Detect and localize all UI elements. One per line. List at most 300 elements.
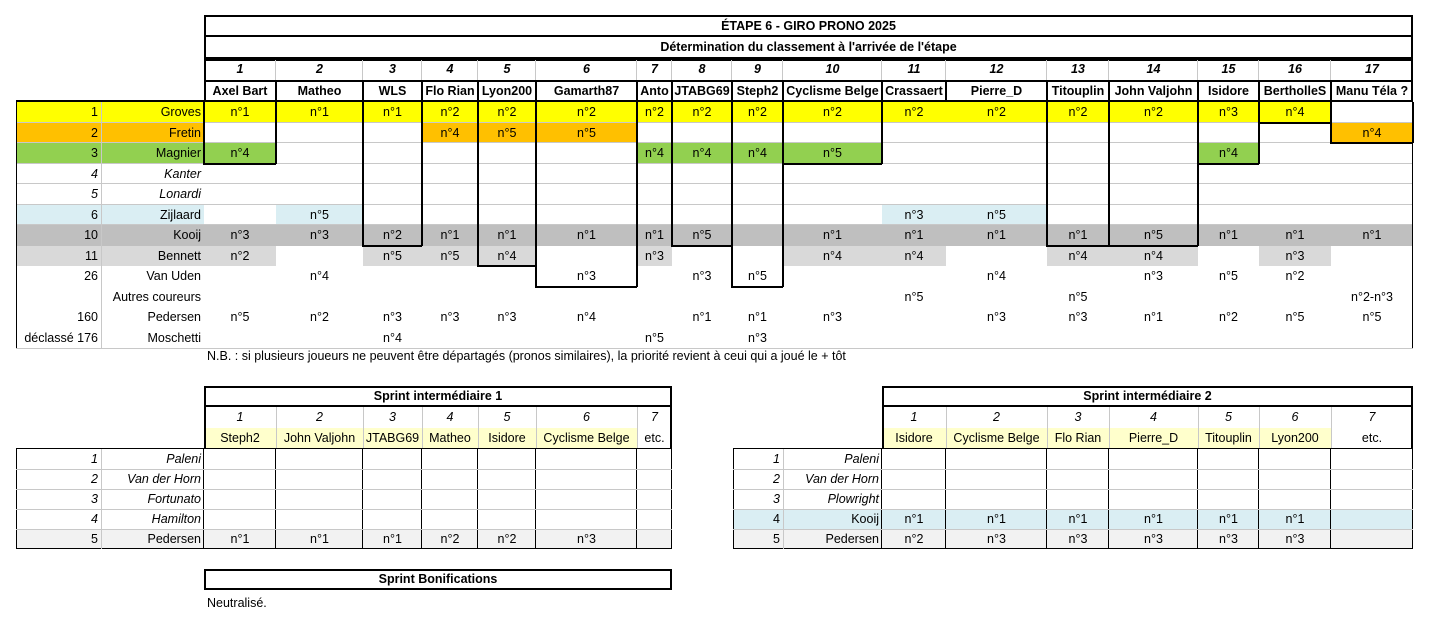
rider-rank: 3 bbox=[91, 146, 98, 161]
prono-cell: n°2 bbox=[230, 248, 250, 263]
grid-line bbox=[363, 407, 364, 448]
border-line bbox=[1197, 80, 1199, 102]
grid-line bbox=[101, 449, 102, 549]
border-line bbox=[731, 102, 733, 287]
border-line bbox=[945, 449, 946, 549]
player-name: John Valjohn bbox=[1114, 83, 1193, 98]
prono-cell: n°3 bbox=[1068, 310, 1088, 325]
grid-line bbox=[946, 407, 947, 448]
border-line bbox=[204, 80, 1413, 82]
grid-line bbox=[1198, 407, 1199, 448]
player-name: Anto bbox=[640, 83, 669, 98]
prono-cell: n°1 bbox=[1219, 228, 1238, 243]
prono-cell: n°4 bbox=[1362, 125, 1382, 140]
sprint-cell: n°2 bbox=[497, 531, 517, 546]
prono-cell: n°2 bbox=[987, 105, 1006, 120]
prono-cell: n°5 bbox=[230, 310, 250, 325]
sprint-cell: n°1 bbox=[230, 531, 250, 546]
border-line bbox=[782, 80, 784, 102]
grid-line bbox=[1330, 60, 1331, 80]
prono-cell: n°5 bbox=[1285, 310, 1305, 325]
rider-rank bbox=[16, 287, 101, 307]
sprint-rider-name: Paleni bbox=[844, 451, 879, 466]
prono-cell: n°5 bbox=[823, 146, 842, 161]
grid-line bbox=[275, 60, 276, 80]
border-line bbox=[362, 80, 364, 102]
border-line bbox=[782, 102, 784, 164]
sprint-rider-name: Fortunato bbox=[147, 491, 201, 506]
rider-rank: 160 bbox=[77, 310, 98, 325]
prono-cell: n°3 bbox=[645, 248, 664, 263]
sprint-cell: n°3 bbox=[577, 531, 596, 546]
sprint-player-number: 7 bbox=[651, 410, 658, 425]
grid-line bbox=[362, 60, 363, 80]
prono-cell: n°3 bbox=[577, 269, 596, 284]
rider-rank: 2 bbox=[91, 125, 98, 140]
border-line bbox=[945, 80, 947, 102]
border-line bbox=[1108, 449, 1109, 549]
border-line bbox=[1046, 80, 1048, 102]
grid-line bbox=[1197, 60, 1198, 80]
grid-line bbox=[1331, 407, 1332, 448]
border-line bbox=[782, 163, 882, 165]
prono-cell: n°4 bbox=[1219, 146, 1238, 161]
rider-name: Bennett bbox=[157, 248, 201, 263]
border-line bbox=[1330, 102, 1332, 143]
sprint-rider-name: Kooij bbox=[851, 511, 879, 526]
border-line bbox=[535, 102, 537, 287]
grid-line bbox=[1109, 407, 1110, 448]
sprint-rider-name: Plowright bbox=[827, 491, 879, 506]
border-line bbox=[881, 449, 882, 549]
grid-line bbox=[671, 60, 672, 80]
sprint-cell: n°2 bbox=[904, 531, 924, 546]
prono-cell: n°1 bbox=[497, 228, 517, 243]
sprint-cell: n°1 bbox=[1219, 511, 1238, 526]
border-line bbox=[1258, 122, 1331, 124]
prono-cell: n°5 bbox=[692, 228, 712, 243]
sprint-cell: n°1 bbox=[1144, 511, 1163, 526]
prono-cell: n°1 bbox=[577, 228, 596, 243]
border-line bbox=[882, 406, 1413, 407]
player-name: WLS bbox=[378, 83, 407, 98]
player-name: Crassaert bbox=[885, 83, 943, 98]
grid-line bbox=[16, 469, 672, 470]
prono-cell: n°4 bbox=[748, 146, 767, 161]
rider-rank: 26 bbox=[84, 269, 98, 284]
sprint-player-name: JTABG69 bbox=[365, 430, 420, 445]
prono-cell: n°4 bbox=[1068, 248, 1088, 263]
prono-cell: n°4 bbox=[440, 125, 460, 140]
prono-cell: n°5 bbox=[497, 125, 517, 140]
sprint-rider-name: Pedersen bbox=[147, 531, 201, 546]
sprint-player-name: Titouplin bbox=[1205, 430, 1252, 445]
border-line bbox=[16, 448, 17, 549]
grid-line bbox=[945, 60, 946, 80]
sprint-rank: 5 bbox=[773, 531, 780, 546]
grid-line bbox=[1259, 407, 1260, 448]
rider-rank: déclassé 176 bbox=[24, 330, 98, 345]
sprint-rank: 1 bbox=[91, 451, 98, 466]
sprint-player-number: 3 bbox=[389, 410, 396, 425]
border-line bbox=[671, 245, 732, 247]
border-line bbox=[1258, 102, 1260, 123]
border-line bbox=[731, 80, 733, 102]
prono-cell: n°4 bbox=[230, 146, 250, 161]
rider-rank: 5 bbox=[91, 187, 98, 202]
player-name: Axel Bart bbox=[212, 83, 268, 98]
player-name: Gamarth87 bbox=[553, 83, 620, 98]
prono-cell: n°4 bbox=[1285, 105, 1305, 120]
rider-name: Pedersen bbox=[147, 310, 201, 325]
prono-cell: n°1 bbox=[987, 228, 1006, 243]
border-line bbox=[16, 448, 672, 449]
prono-cell: n°1 bbox=[383, 105, 402, 120]
sprint-rider-name: Van der Horn bbox=[127, 471, 201, 486]
border-line bbox=[204, 386, 206, 448]
border-line bbox=[203, 102, 205, 164]
border-line bbox=[733, 548, 1413, 549]
rider-rank: 1 bbox=[91, 105, 98, 120]
sprint-player-number: 4 bbox=[446, 410, 454, 425]
sprint-cell: n°3 bbox=[1285, 531, 1305, 546]
prono-cell: n°5 bbox=[904, 289, 924, 304]
border-line bbox=[636, 80, 638, 102]
border-line bbox=[275, 80, 277, 102]
border-line bbox=[1330, 449, 1331, 549]
grid-line bbox=[478, 407, 479, 448]
sprint-title: Sprint intermédiaire 1 bbox=[204, 386, 672, 407]
prono-cell: n°3 bbox=[748, 330, 767, 345]
grid-line bbox=[422, 407, 423, 448]
border-line bbox=[1411, 59, 1413, 102]
grid-line bbox=[1047, 407, 1048, 448]
rider-name: Groves bbox=[160, 105, 201, 120]
prono-cell: n°1 bbox=[1285, 228, 1305, 243]
prono-cell: n°5 bbox=[1144, 228, 1163, 243]
sprint-rank: 3 bbox=[91, 491, 98, 506]
rider-name: Moschetti bbox=[147, 330, 201, 345]
prono-cell: n°2 bbox=[748, 105, 767, 120]
grid-line bbox=[421, 60, 422, 80]
prono-cell: n°4 bbox=[823, 248, 842, 263]
sprint-player-name: etc. bbox=[644, 430, 665, 445]
sprint-cell: n°3 bbox=[1144, 531, 1163, 546]
grid-line bbox=[535, 60, 536, 80]
prono-cell: n°2 bbox=[1144, 105, 1163, 120]
grid-line bbox=[733, 509, 1413, 510]
player-number: 4 bbox=[446, 62, 454, 77]
grid-line bbox=[881, 60, 882, 80]
sprint-player-number: 3 bbox=[1074, 410, 1082, 425]
sprint-player-name: Isidore bbox=[488, 430, 526, 445]
border-line bbox=[421, 102, 423, 246]
player-number: 16 bbox=[1288, 62, 1302, 77]
player-number: 8 bbox=[698, 62, 706, 77]
prono-cell: n°1 bbox=[748, 310, 767, 325]
border-line bbox=[1258, 80, 1260, 102]
player-number: 9 bbox=[754, 62, 761, 77]
border-line bbox=[1412, 448, 1413, 549]
grid-line bbox=[16, 204, 1413, 205]
prono-cell: n°4 bbox=[577, 310, 596, 325]
grid-line bbox=[1046, 60, 1047, 80]
sprint-player-number: 2 bbox=[316, 410, 323, 425]
sprint-cell: n°1 bbox=[1285, 511, 1305, 526]
prono-cell: n°3 bbox=[497, 310, 517, 325]
grid-line bbox=[782, 60, 783, 80]
border-line bbox=[535, 449, 536, 549]
rider-name: Zijlaard bbox=[160, 207, 201, 222]
sprint-rider-name: Pedersen bbox=[825, 531, 879, 546]
prono-cell: n°1 bbox=[823, 228, 842, 243]
prono-cell: n°1 bbox=[904, 228, 924, 243]
player-name: Steph2 bbox=[736, 83, 779, 98]
sprint-player-name: Flo Rian bbox=[1054, 430, 1102, 445]
prono-cell: n°5 bbox=[987, 207, 1006, 222]
sprint-player-name: Cyclisme Belge bbox=[543, 430, 630, 445]
sprint-rider-name: Paleni bbox=[166, 451, 201, 466]
prono-cell: n°2 bbox=[1068, 105, 1088, 120]
sprint-player-number: 5 bbox=[503, 410, 511, 425]
prono-cell: n°2 bbox=[823, 105, 842, 120]
border-line bbox=[1046, 245, 1109, 247]
prono-cell: n°3 bbox=[823, 310, 842, 325]
border-line bbox=[477, 102, 479, 266]
border-line bbox=[881, 80, 883, 102]
prono-cell: n°5 bbox=[645, 330, 664, 345]
rider-name: Fretin bbox=[169, 125, 201, 140]
grid-line bbox=[16, 529, 672, 530]
grid-line bbox=[16, 509, 672, 510]
border-line bbox=[1330, 80, 1332, 102]
grid-line bbox=[1258, 60, 1259, 80]
rider-name: Autres coureurs bbox=[112, 289, 201, 304]
rider-name: Lonardi bbox=[159, 187, 201, 202]
border-line bbox=[1411, 386, 1413, 448]
stage-title: ÉTAPE 6 - GIRO PRONO 2025 bbox=[204, 15, 1413, 37]
border-line bbox=[421, 449, 422, 549]
prono-cell: n°5 bbox=[748, 269, 767, 284]
sprint-cell: n°1 bbox=[904, 511, 924, 526]
sprint-cell: n°3 bbox=[1068, 531, 1088, 546]
prono-cell: n°5 bbox=[1219, 269, 1238, 284]
prono-cell: n°2 bbox=[645, 105, 664, 120]
player-number: 1 bbox=[236, 62, 244, 77]
sprint-player-number: 4 bbox=[1150, 410, 1157, 425]
prono-cell: n°2 bbox=[497, 105, 517, 120]
prono-cell: n°5 bbox=[1068, 289, 1088, 304]
prono-cell: n°2 bbox=[383, 228, 402, 243]
player-number: 5 bbox=[503, 62, 511, 77]
sprint-title: Sprint intermédiaire 2 bbox=[882, 386, 1413, 407]
border-line bbox=[203, 449, 204, 549]
border-line bbox=[204, 59, 206, 102]
sprint-cell: n°1 bbox=[1068, 511, 1088, 526]
player-number: 11 bbox=[907, 62, 921, 77]
grid-line bbox=[731, 60, 732, 80]
player-name: JTABG69 bbox=[674, 83, 730, 98]
prono-cell: n°3 bbox=[383, 310, 402, 325]
player-name: Lyon200 bbox=[481, 83, 533, 98]
prono-cell: n°2 bbox=[310, 310, 329, 325]
prono-cell: n°3 bbox=[310, 228, 329, 243]
player-name: Cyclisme Belge bbox=[786, 83, 879, 98]
border-line bbox=[204, 406, 672, 407]
prono-cell: n°5 bbox=[1362, 310, 1382, 325]
border-line bbox=[362, 449, 363, 549]
prono-cell: n°3 bbox=[904, 207, 924, 222]
player-name: Matheo bbox=[297, 83, 342, 98]
prono-cell: n°1 bbox=[1362, 228, 1382, 243]
rider-name: Van Uden bbox=[146, 269, 201, 284]
prono-cell: n°3 bbox=[692, 269, 712, 284]
prono-cell: n°2 bbox=[1285, 269, 1305, 284]
sprint-rider-name: Van der Horn bbox=[805, 471, 879, 486]
border-line bbox=[1108, 80, 1110, 102]
border-line bbox=[1108, 102, 1110, 246]
prono-cell: n°4 bbox=[497, 248, 517, 263]
prono-cell: n°4 bbox=[1144, 248, 1163, 263]
border-line bbox=[1412, 102, 1414, 143]
prono-cell: n°1 bbox=[440, 228, 460, 243]
border-line bbox=[1197, 163, 1259, 165]
grid-line bbox=[733, 469, 1413, 470]
sprint-player-name: etc. bbox=[1361, 430, 1383, 445]
prono-cell: n°3 bbox=[440, 310, 460, 325]
border-line bbox=[636, 449, 637, 549]
border-line bbox=[16, 548, 672, 549]
player-name: Flo Rian bbox=[425, 83, 475, 98]
sprint-player-name: Steph2 bbox=[220, 430, 260, 445]
rider-name: Magnier bbox=[155, 146, 201, 161]
border-line bbox=[671, 80, 673, 102]
rider-name: Kooij bbox=[173, 228, 201, 243]
border-line bbox=[204, 59, 1413, 61]
border-line bbox=[535, 286, 637, 288]
sprint-player-name: Isidore bbox=[895, 430, 933, 445]
border-line bbox=[203, 163, 276, 165]
prono-cell: n°1 bbox=[1068, 228, 1088, 243]
rider-rank: 10 bbox=[84, 228, 98, 243]
sprint-player-number: 6 bbox=[1291, 410, 1299, 425]
prono-cell: n°4 bbox=[383, 330, 402, 345]
grid-line bbox=[733, 529, 1413, 530]
player-number: 13 bbox=[1071, 62, 1085, 77]
player-number: 12 bbox=[989, 62, 1004, 77]
player-name: Manu Téla ? bbox=[1335, 83, 1409, 98]
sprint-rank: 2 bbox=[91, 471, 98, 486]
cell-fill bbox=[732, 225, 783, 246]
prono-cell: n°1 bbox=[692, 310, 712, 325]
prono-cell: n°3 bbox=[1144, 269, 1163, 284]
sprint-rank: 2 bbox=[773, 471, 780, 486]
grid-line bbox=[16, 183, 1413, 184]
sprint-cell: n°1 bbox=[383, 531, 402, 546]
sprint-player-number: 2 bbox=[993, 410, 1000, 425]
note-text: N.B. : si plusieurs joueurs ne peuvent être départagés (pronos similaires), la priorité revient à ceui qui a joué le + tôt bbox=[207, 349, 846, 363]
prono-cell: n°1 bbox=[230, 105, 250, 120]
player-number: 3 bbox=[389, 62, 396, 77]
border-line bbox=[275, 102, 277, 164]
sprint-player-name: John Valjohn bbox=[283, 430, 356, 445]
border-line bbox=[731, 286, 783, 288]
border-line bbox=[671, 102, 673, 246]
rider-name: Kanter bbox=[164, 166, 201, 181]
prono-cell: n°4 bbox=[987, 269, 1006, 284]
sprint-player-name: Matheo bbox=[429, 430, 471, 445]
sprint-player-number: 1 bbox=[910, 410, 918, 425]
stage-subtitle: Détermination du classement à l'arrivée de l'étape bbox=[204, 37, 1413, 59]
border-line bbox=[671, 448, 672, 549]
bonus-title: Sprint Bonifications bbox=[204, 569, 672, 590]
sprint-rider-name: Hamilton bbox=[151, 511, 201, 526]
rider-rank: 11 bbox=[85, 248, 98, 263]
prono-cell: n°2 bbox=[440, 105, 460, 120]
border-line bbox=[16, 100, 1413, 102]
bonus-text: Neutralisé. bbox=[207, 596, 267, 610]
prono-cell: n°1 bbox=[1144, 310, 1163, 325]
player-name: Isidore bbox=[1208, 83, 1249, 98]
rider-rank: 4 bbox=[91, 166, 98, 181]
player-number: 15 bbox=[1221, 62, 1236, 77]
player-number: 10 bbox=[825, 62, 840, 77]
sprint-cell: n°1 bbox=[987, 511, 1006, 526]
grid-line bbox=[477, 60, 478, 80]
sprint-rank: 3 bbox=[773, 491, 780, 506]
prono-cell: n°5 bbox=[310, 207, 329, 222]
grid-line bbox=[783, 449, 784, 549]
prono-cell: n°3 bbox=[987, 310, 1006, 325]
border-line bbox=[1258, 449, 1259, 549]
sprint-cell: n°3 bbox=[987, 531, 1006, 546]
prono-cell: n°4 bbox=[645, 146, 664, 161]
border-line bbox=[1197, 102, 1199, 164]
grid-line bbox=[276, 407, 277, 448]
border-line bbox=[1046, 102, 1048, 246]
border-line bbox=[636, 102, 638, 287]
border-line bbox=[362, 245, 422, 247]
border-line bbox=[16, 100, 17, 348]
sprint-player-number: 6 bbox=[583, 410, 590, 425]
sprint-cell: n°3 bbox=[1219, 531, 1238, 546]
border-line bbox=[477, 449, 478, 549]
grid-line bbox=[637, 407, 638, 448]
sprint-player-number: 1 bbox=[236, 410, 244, 425]
prono-cell: n°4 bbox=[310, 269, 329, 284]
player-name: Pierre_D bbox=[970, 83, 1023, 98]
sprint-rank: 1 bbox=[773, 451, 780, 466]
border-line bbox=[881, 102, 883, 164]
player-number: 2 bbox=[316, 62, 323, 77]
prono-cell: n°4 bbox=[904, 248, 924, 263]
prono-cell: n°3 bbox=[1285, 248, 1305, 263]
sprint-cell: n°2 bbox=[440, 531, 460, 546]
sprint-player-number: 5 bbox=[1225, 410, 1232, 425]
sprint-rank: 4 bbox=[91, 511, 98, 526]
prono-cell: n°2 bbox=[577, 105, 596, 120]
border-line bbox=[1108, 245, 1198, 247]
border-line bbox=[477, 265, 536, 267]
border-line bbox=[670, 386, 672, 448]
sprint-rank: 5 bbox=[91, 531, 98, 546]
sprint-player-name: Pierre_D bbox=[1128, 430, 1179, 445]
border-line bbox=[362, 102, 364, 246]
border-line bbox=[477, 80, 479, 102]
player-number: 6 bbox=[583, 62, 590, 77]
border-line bbox=[535, 80, 537, 102]
sprint-player-name: Cyclisme Belge bbox=[953, 430, 1040, 445]
